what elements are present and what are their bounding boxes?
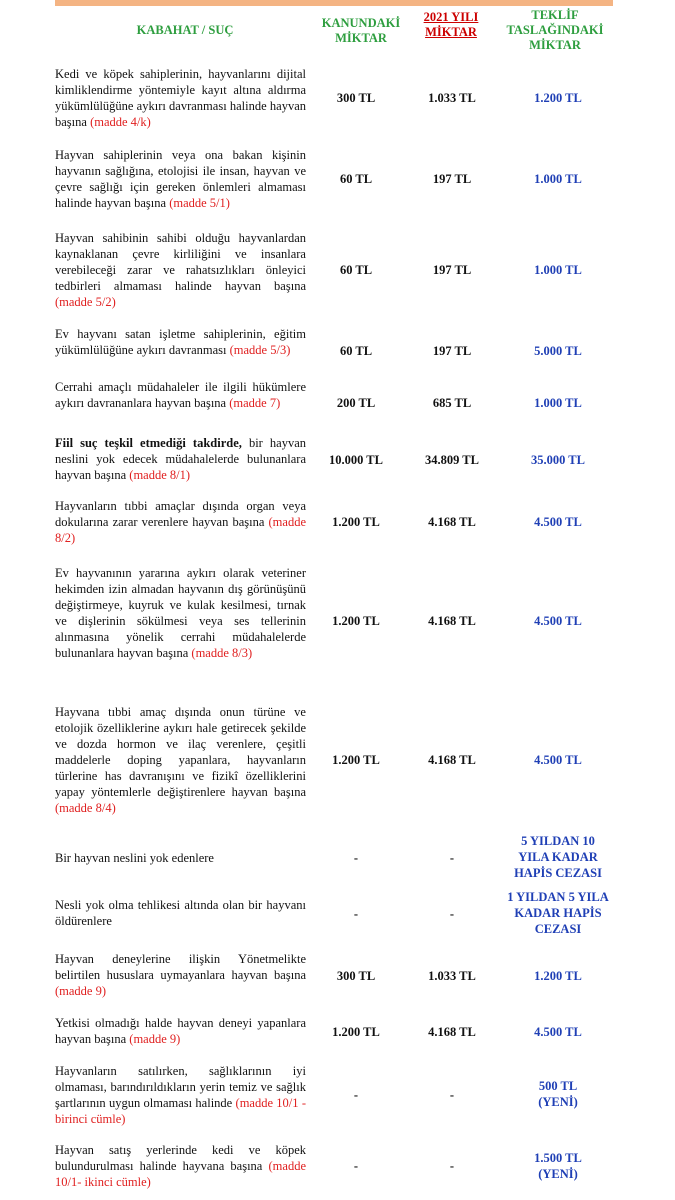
law-amount: -: [353, 907, 359, 921]
table-header: [55, 6, 613, 58]
header-draft-line3: MİKTAR: [529, 38, 581, 52]
draft-amount: 5.000 TL: [534, 344, 582, 358]
offense-description: Hayvanların satılırken, sağlıklarının iyi olmaması, barındırıldıkların yerin temiz ve sağlık şartlarının uygun olmaması halinde (madde 10/1 - birinci cümle): [55, 1064, 306, 1126]
offense-description: Hayvan deneylerine ilişkin Yönetmelikte belirtilen hususlara uymayanlara hayvan başına (madde 9): [55, 952, 306, 998]
law-amount: 1.200 TL: [332, 753, 380, 767]
law-amount: 1.200 TL: [332, 515, 380, 529]
offense-description: Kedi ve köpek sahiplerinin, hayvanlarını dijital kimliklendirme yöntemiyle kayıt altına aldırma yükümlülüğüne aykırı davranması halinde hayvan başına (madde 4/k): [55, 67, 306, 129]
law-amount: 200 TL: [336, 396, 376, 410]
draft-amount: [496, 1150, 620, 1182]
offense-description: Hayvan sahibinin sahibi olduğu hayvanlardan kaynaklanan çevre kirliliğini ve insanlara verebileceği zarar ve rahatsızlıkları önleyici tedbirleri almaması halinde hayvan başına (madde 5/2): [55, 231, 306, 309]
law-amount: -: [353, 1159, 359, 1173]
draft-amount: [496, 833, 620, 881]
article-reference: (madde 5/3): [229, 343, 291, 357]
draft-amount: 1.200 TL: [534, 91, 582, 105]
draft-amount: 4.500 TL: [534, 753, 582, 767]
article-reference: (madde 9): [129, 1032, 181, 1046]
amount-2021: -: [449, 907, 455, 921]
law-amount: 300 TL: [336, 969, 376, 983]
amount-2021: -: [449, 1159, 455, 1173]
amount-2021: 1.033 TL: [428, 969, 476, 983]
law-amount: 1.200 TL: [332, 1025, 380, 1039]
draft-amount: 1.200 TL: [534, 969, 582, 983]
draft-line: HAPİS CEZASI: [514, 866, 602, 880]
law-amount: -: [353, 851, 359, 865]
draft-amount: 4.500 TL: [534, 614, 582, 628]
header-law-amount: [313, 16, 409, 46]
offense-description: Yetkisi olmadığı halde hayvan deneyi yapanlara hayvan başına (madde 9): [55, 1016, 306, 1046]
amount-2021: 4.168 TL: [428, 614, 476, 628]
header-draft-line2: TASLAĞINDAKİ: [506, 23, 604, 37]
law-amount: 300 TL: [336, 91, 376, 105]
offense-description: Hayvan sahiplerinin veya ona bakan kişinin hayvanın sağlığına, etolojisi ile insan, hayvan ve çevre sağlığı için gereken önlemleri almaması halinde hayvan başına (madde 5/1): [55, 148, 306, 210]
offense-description: Cerrahi amaçlı müdahaleler ile ilgili hükümlere aykırı davrananlara hayvan başına (madde 7): [55, 380, 306, 410]
draft-amount: [496, 1078, 620, 1110]
offense-description: Hayvanların tıbbi amaçlar dışında organ veya dokularına zarar verenlere hayvan başına (madde 8/2): [55, 499, 306, 545]
draft-line: (YENİ): [538, 1167, 578, 1181]
condition-prefix: Fiil suç teşkil etmediği takdirde,: [55, 436, 242, 450]
law-amount: 10.000 TL: [329, 453, 383, 467]
law-amount: 60 TL: [339, 263, 373, 277]
article-reference: (madde 4/k): [90, 115, 151, 129]
article-reference: (madde 9): [55, 984, 107, 998]
draft-amount: 1.000 TL: [534, 396, 582, 410]
amount-2021: 197 TL: [432, 344, 472, 358]
amount-2021: -: [449, 1088, 455, 1102]
header-2021-line2: MİKTAR: [425, 25, 477, 39]
article-reference: (madde 10/1 - birinci cümle): [55, 1096, 306, 1126]
draft-line: 5 YILDAN 10: [521, 834, 595, 848]
article-reference: (madde 8/3): [191, 646, 253, 660]
offense-description: Ev hayvanı satan işletme sahiplerinin, eğitim yükümlülüğüne aykırı davranması (madde 5/3): [55, 327, 306, 357]
draft-amount: 1.000 TL: [534, 263, 582, 277]
header-law-line1: KANUNDAKİ: [321, 16, 401, 30]
article-reference: (madde 8/4): [55, 801, 116, 815]
draft-line: YILA KADAR: [518, 850, 598, 864]
amount-2021: 197 TL: [432, 263, 472, 277]
article-reference: (madde 7): [229, 396, 281, 410]
draft-line: CEZASI: [534, 922, 582, 936]
header-draft-amount: [495, 8, 615, 53]
article-reference: (madde 5/1): [169, 196, 230, 210]
draft-line: (YENİ): [538, 1095, 578, 1109]
draft-amount: [496, 889, 620, 937]
header-2021-amount: [411, 10, 491, 40]
draft-line: 1 YILDAN 5 YILA: [507, 890, 609, 904]
amount-2021: -: [449, 851, 455, 865]
offense-description: Nesli yok olma tehlikesi altında olan bir hayvanı öldürenlere: [55, 898, 306, 928]
amount-2021: 34.809 TL: [425, 453, 479, 467]
article-reference: (madde 8/2): [55, 515, 306, 545]
header-draft-line1: TEKLİF: [531, 8, 579, 22]
header-offense: KABAHAT / SUÇ: [136, 23, 234, 37]
offense-description: Bir hayvan neslini yok edenlere: [55, 851, 214, 865]
law-amount: -: [353, 1088, 359, 1102]
amount-2021: 4.168 TL: [428, 515, 476, 529]
law-amount: 1.200 TL: [332, 614, 380, 628]
draft-amount: 35.000 TL: [531, 453, 585, 467]
header-law-line2: MİKTAR: [335, 31, 387, 45]
amount-2021: 4.168 TL: [428, 1025, 476, 1039]
draft-line: KADAR HAPİS: [514, 906, 602, 920]
draft-amount: 4.500 TL: [534, 1025, 582, 1039]
draft-amount: 1.000 TL: [534, 172, 582, 186]
article-reference: (madde 8/1): [129, 468, 191, 482]
amount-2021: 197 TL: [432, 172, 472, 186]
offense-description: Hayvana tıbbi amaç dışında onun türüne ve etolojik özelliklerine aykırı hale getirecek şekilde ve dozda hormon ve ilaç verenlere, çeşitli maddelerle doping yapanlara, hayvanların türlerine has davranışını ve fizikî özelliklerini yapay yöntemlerle değiştirenlere hayvan başına (madde 8/4): [55, 705, 306, 815]
amount-2021: 4.168 TL: [428, 753, 476, 767]
draft-line: 500 TL: [538, 1079, 578, 1093]
offense-description: Ev hayvanının yararına aykırı olarak veteriner hekimden izin almadan hayvanın dış görünüşünü değiştirmeye, kuyruk ve kulak kesilmesi, tırnak ve dişlerinin sökülmesi veya ses tellerinin alınmasına yönelik cerrahi müdahalelerde bulunanlara hayvan başına (madde 8/3): [55, 566, 306, 660]
header-2021-line1: 2021 YILI: [423, 10, 479, 24]
offense-description: Fiil suç teşkil etmediği takdirde, bir hayvan neslini yok edecek müdahalelerde bulunanlara hayvan başına (madde 8/1): [55, 436, 306, 482]
article-reference: (madde 10/1- ikinci cümle): [55, 1159, 306, 1189]
law-amount: 60 TL: [339, 344, 373, 358]
article-reference: (madde 5/2): [55, 295, 116, 309]
draft-line: 1.500 TL: [534, 1151, 582, 1165]
amount-2021: 1.033 TL: [428, 91, 476, 105]
law-amount: 60 TL: [339, 172, 373, 186]
offense-description: Hayvan satış yerlerinde kedi ve köpek bulundurulması halinde hayvana başına (madde 10/1- ikinci cümle): [55, 1143, 306, 1189]
amount-2021: 685 TL: [432, 396, 472, 410]
draft-amount: 4.500 TL: [534, 515, 582, 529]
